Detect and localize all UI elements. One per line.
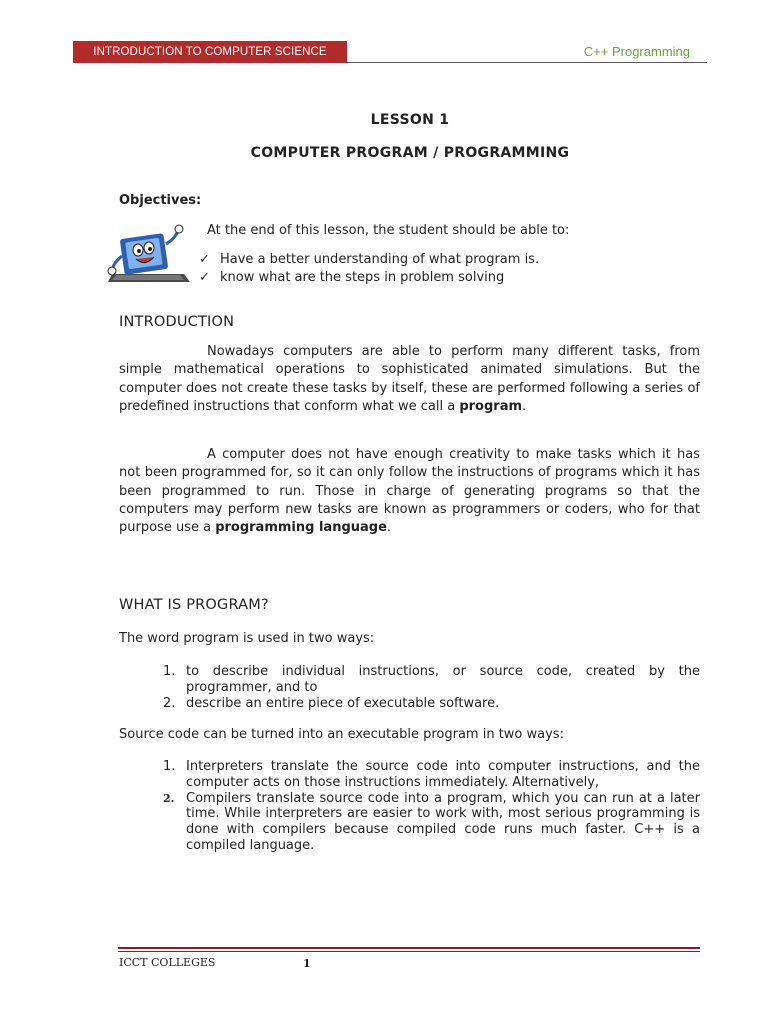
footer-school: ICCT COLLEGES [119, 956, 216, 969]
list-item: 1. to describe individual instructions, or source code, created by the programmer, and to [163, 664, 700, 695]
introduction-heading: INTRODUCTION [119, 314, 235, 330]
footer-rule [118, 947, 700, 949]
program-ways-list [163, 664, 700, 711]
objective-item: ✓ know what are the steps in problem solving [199, 269, 505, 285]
laptop-mascot-icon [106, 222, 192, 288]
objectives-heading: Objectives: [119, 193, 202, 208]
introduction-paragraph-2: A computer does not have enough creativity to make tasks which it has not been programmed for, so it can only follow the instructions of programs which it has been programmed to run. Those in charge of generating programs so that the computers may perform new tasks are known as programmers or coders, who for that purpose use a programming language. [119, 447, 700, 536]
checkmark-icon: ✓ [199, 252, 210, 267]
header-subject: C++ Programming [583, 44, 690, 59]
header-rule [347, 62, 707, 63]
header-course-title: INTRODUCTION TO COMPUTER SCIENCE [73, 41, 347, 63]
program-ways-lead: The word program is used in two ways: [119, 631, 375, 646]
list-item: 2. Compilers translate source code into a program, which you can run at a later time. While interpreters are easier to work with, most serious programming is done with compilers because compiled code runs much faster. C++ is a compiled language. [163, 790, 700, 853]
checkmark-icon: ✓ [199, 269, 210, 285]
source-code-ways-list [163, 759, 700, 854]
what-is-program-heading: WHAT IS PROGRAM? [119, 597, 269, 613]
list-item: 2. describe an entire piece of executable software. [163, 695, 500, 711]
objective-item: ✓ Have a better understanding of what program is. [199, 252, 540, 267]
introduction-paragraph-1: Nowadays computers are able to perform many different tasks, from simple mathematical operations to sophisticated animated simulations. But the computer does not create these tasks by itself, these are performed following a series of predefined instructions that conform what we call a program. [119, 344, 700, 414]
list-item: 1. Interpreters translate the source code into computer instructions, and the computer acts on those instructions immediately. Alternatively, [163, 759, 700, 790]
objectives-intro: At the end of this lesson, the student should be able to: [207, 223, 570, 238]
source-code-lead: Source code can be turned into an executable program in two ways: [119, 727, 564, 742]
objectives-list [199, 251, 539, 286]
page-number: 1 [303, 957, 311, 970]
lesson-topic: COMPUTER PROGRAM / PROGRAMMING [250, 145, 570, 161]
footer-rule-thin [118, 951, 700, 952]
lesson-number: LESSON 1 [370, 112, 450, 128]
